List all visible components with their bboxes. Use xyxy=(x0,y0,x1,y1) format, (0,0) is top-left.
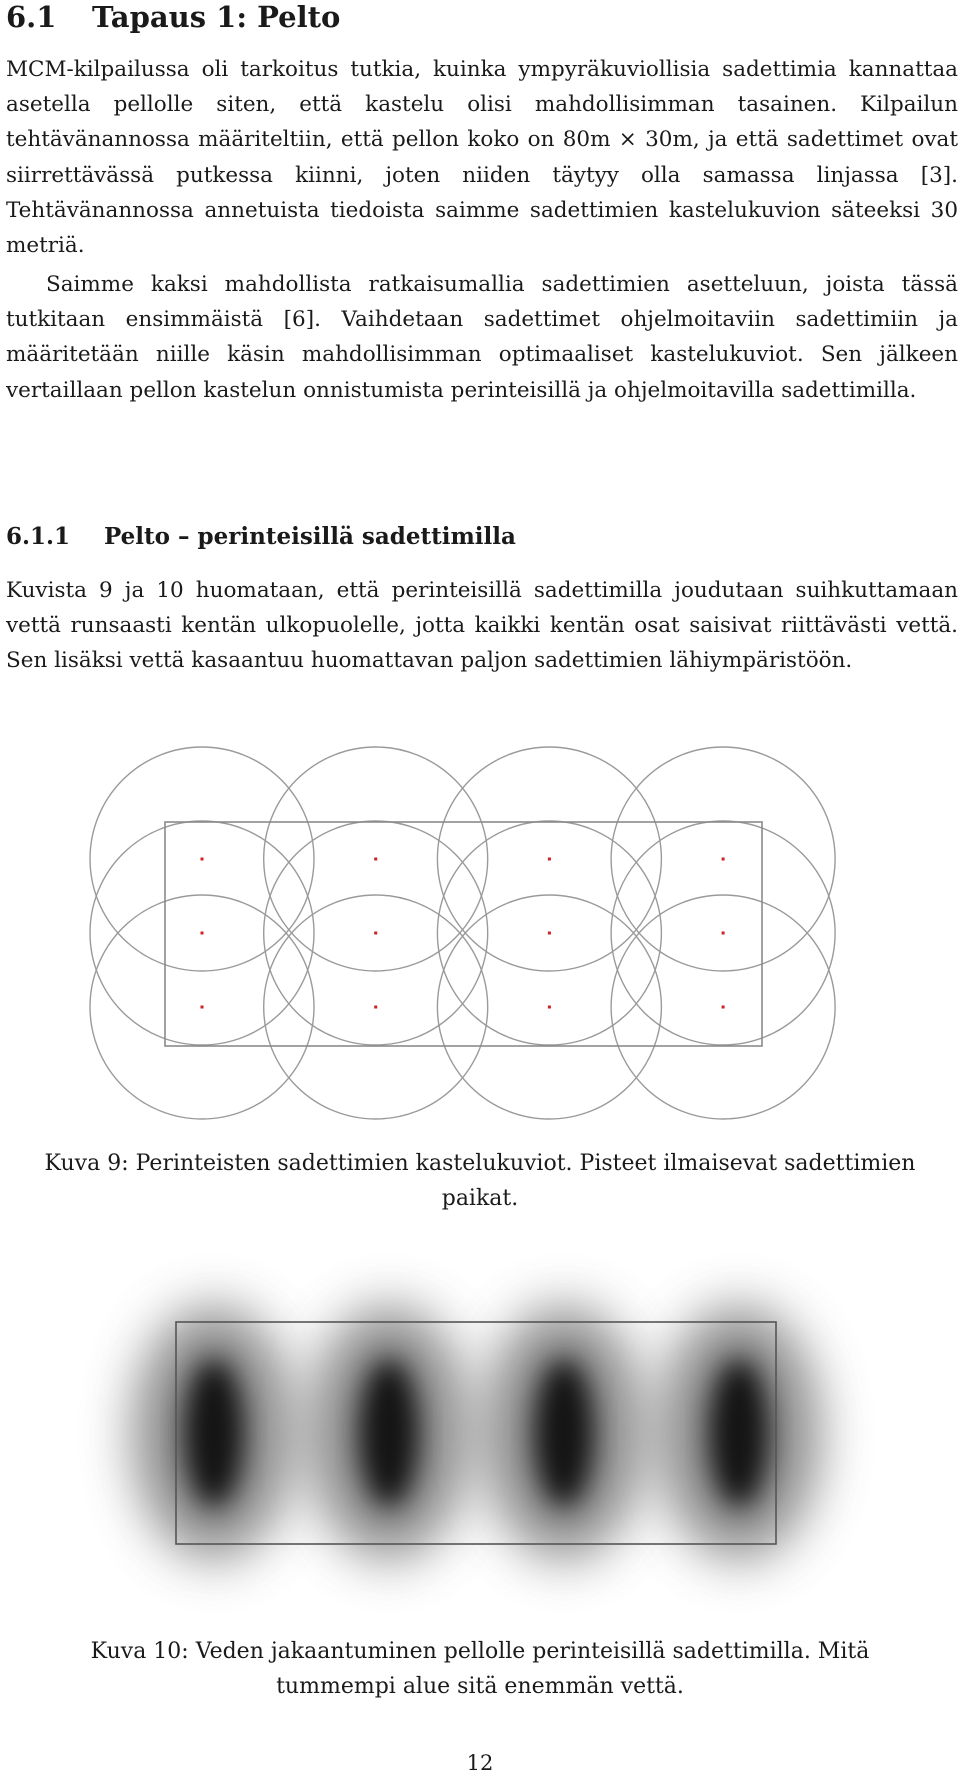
sprinkler-point xyxy=(548,858,551,861)
body-paragraph-3: Kuvista 9 ja 10 huomataan, että perinteisillä sadettimilla joudutaan suihkuttamaan vettä runsaasti kentän ulkopuolelle, jotta kaikki kentän osat saisivat riittävästi vettä. Sen lisäksi vettä kasaantuu huomattavan paljon sadettimien lähiympäristöön. xyxy=(6,578,958,674)
sprinkler-point xyxy=(374,932,377,935)
water-distribution-figure xyxy=(0,1246,960,1616)
section-number: 6.1 xyxy=(6,0,57,34)
page-number: 12 xyxy=(466,1751,494,1775)
sprinkler-point xyxy=(201,1006,204,1009)
water-density-shading xyxy=(134,1307,819,1559)
subsection-heading xyxy=(6,522,516,552)
sprinkler-points xyxy=(201,858,725,1009)
section-heading xyxy=(6,0,340,34)
subsection-number: 6.1.1 xyxy=(6,523,71,550)
sprinkler-point xyxy=(548,1006,551,1009)
sprinkler-point xyxy=(722,1006,725,1009)
field-rectangle xyxy=(165,822,762,1046)
sprinkler-point xyxy=(201,932,204,935)
figure-9-caption: Kuva 9: Perinteisten sadettimien kastelukuviot. Pisteet ilmaisevat sadettimien paikat. xyxy=(44,1151,916,1211)
section-title: Tapaus 1: Pelto xyxy=(92,0,341,34)
density-core xyxy=(184,1359,244,1507)
sprinkler-point xyxy=(374,858,377,861)
sprinkler-pattern-figure xyxy=(0,740,960,1130)
body-paragraph-2: Saimme kaksi mahdollista ratkaisumallia sadettimien asetteluun, joista tässä tutkitaan ensimmäistä [6]. Vaihdetaan sadettimet ohjelmoitaviin sadettimiin ja määritetään niille käsin mahdollisimman optimaaliset kastelukuviot. Sen jälkeen vertaillaan pellon kastelun onnistumista perinteisillä ja ohjelmoitavilla sadettimilla. xyxy=(6,272,958,403)
density-core xyxy=(534,1359,594,1507)
sprinkler-point xyxy=(722,932,725,935)
sprinkler-point xyxy=(374,1006,377,1009)
sprinkler-point xyxy=(548,932,551,935)
density-core xyxy=(709,1359,769,1507)
density-core xyxy=(359,1359,419,1507)
sprinkler-point xyxy=(722,858,725,861)
sprinkler-point xyxy=(201,858,204,861)
figure-10-caption: Kuva 10: Veden jakaantuminen pellolle perinteisillä sadettimilla. Mitä tummempi alue sitä enemmän vettä. xyxy=(90,1639,870,1699)
subsection-title: Pelto – perinteisillä sadettimilla xyxy=(104,523,516,550)
body-paragraph-1: MCM-kilpailussa oli tarkoitus tutkia, kuinka ympyräkuviollisia sadettimia kannattaa asetella pellolle siten, että kastelu olisi mahdollisimman tasainen. Kilpailun tehtävänannossa määriteltiin, että pellon koko on 80m × 30m, ja että sadettimet ovat siirrettävässä putkessa kiinni, joten niiden täytyy olla samassa linjassa [3]. Tehtävänannossa annetuista tiedoista saimme sadettimien kastelukuvion säteeksi 30 metriä. xyxy=(6,57,958,259)
